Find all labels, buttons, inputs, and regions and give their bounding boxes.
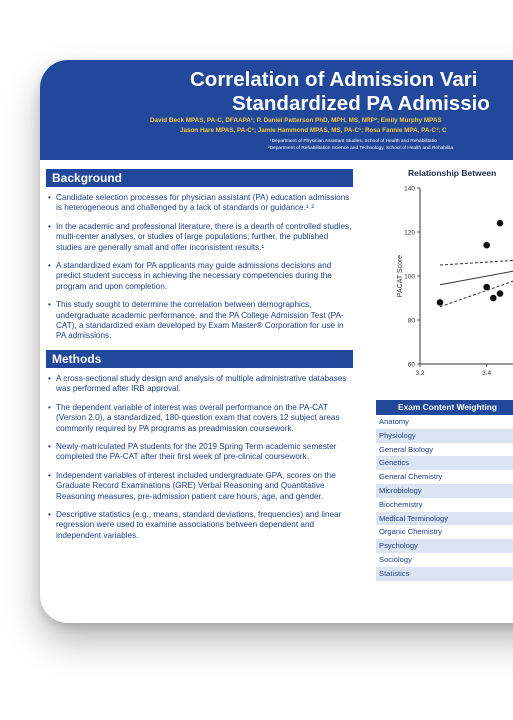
exam-content-table [376, 400, 513, 581]
exam-table-heading: Exam Content Weighting [376, 400, 513, 415]
chart-title: Relationship Between [408, 168, 497, 178]
scatter-point [497, 290, 504, 297]
x-tick-label: 3.4 [482, 370, 492, 377]
left-column [46, 169, 353, 549]
exam-table-row: General Biology [379, 444, 434, 454]
background-bullet: • Candidate selection processes for physician assistant (PA) education admissions is heterogeneous and challenged by a lack of standards or guidance.¹˒² [56, 193, 353, 214]
ci-upper-line [440, 258, 513, 265]
exam-table-row: General Chemistry [379, 472, 443, 482]
x-tick-label: 3.2 [415, 370, 425, 377]
exam-table-row: Microbiology [376, 484, 513, 498]
ci-lower-line [440, 269, 513, 306]
methods-bullet: • Independent variables of interest included undergraduate GPA, scores on the Graduate Record Examinations (GRE) Verbal Reasoning and Quantitative Reasoning measures, pre-admission patient care hours, age, and gender. [56, 471, 353, 502]
authors-line-1: David Beck MPAS, PA-C, DFAAPA¹; P. Daniel Patterson PhD, MPH, MS, NRP²; Emily Murphy MPAS [150, 117, 442, 124]
affiliations [270, 138, 513, 152]
scatter-point [483, 242, 490, 249]
methods-heading: Methods [46, 350, 353, 368]
scatter-point [490, 295, 497, 302]
exam-table-row: Physiology [376, 429, 513, 443]
y-tick-label: 60 [407, 361, 415, 369]
background-bullet: • In the academic and professional literature, there is a dearth of controlled studies, multi-center analyses, or studies of large populations; further, the published studies are generally small and offer inconsistent results.¹ [56, 222, 353, 253]
y-tick-label: 100 [404, 273, 415, 281]
exam-table-row: Medical Terminology [376, 512, 513, 526]
authors-line-2: Jason Hare MPAS, PA-C¹; Jamie Hammond MPAS, MS, PA-C¹; Rosa Fannie MPA, PA-C¹; C [180, 126, 447, 134]
exam-table-row: Organic Chemistry [379, 527, 442, 537]
y-tick-label: 120 [404, 229, 415, 237]
methods-bullets [46, 374, 353, 541]
y-tick-label: 80 [407, 317, 415, 325]
scatter-chart-svg [370, 164, 513, 384]
y-tick-label: 140 [404, 185, 415, 193]
methods-bullet: • The dependent variable of interest was overall performance on the PA-CAT (Version 2.0), a standardized, 180-question exam that covers 12 subject areas commonly required by PA programs as preadmission coursework. [56, 403, 353, 434]
background-bullet: • A standardized exam for PA applicants may guide admissions decisions and predict student success in achieving the necessary competencies during the program and upon completion. [56, 261, 353, 292]
background-heading: Background [46, 169, 353, 187]
methods-bullet: • Descriptive statistics (e.g., means, standard deviations, frequencies) and linear regression were used to examine associations between dependent and independent variables. [56, 510, 353, 541]
background-bullets [46, 193, 353, 342]
poster-title [190, 68, 513, 116]
exam-table-row: Biochemistry [379, 499, 423, 509]
exam-table-row: Sociology [379, 554, 412, 564]
methods-bullet: • Newly-matriculated PA students for the 2019 Spring Term academic semester completed the PA-CAT after their first week of pre-clinical coursework. [56, 442, 353, 463]
background-bullet: • This study sought to determine the correlation between demographics, undergraduate academic performance, and the PA College Admission Test (PA-CAT), a standardized exam developed by Exam Master® Corporation for use in PA admissions. [56, 300, 353, 342]
y-axis-label: PACAT Score [397, 254, 404, 298]
affiliation-line-2: ²Department of Rehabilitation Science and Technology, School of Health and Rehabilita [268, 146, 454, 151]
methods-bullet: • A cross-sectional study design and analysis of multiple administrative databases was performed after IRB approval. [56, 374, 353, 395]
author-list [150, 116, 513, 135]
scatter-point [497, 220, 504, 227]
exam-table-row: Anatomy [379, 417, 409, 426]
exam-table-row: Psychology [376, 539, 513, 553]
affiliation-line-1: ¹Department of Physician Assistant Studies, School of Health and Rehabilitatio [270, 139, 437, 144]
poster-card [40, 60, 513, 623]
exam-table-row: Genetics [376, 456, 513, 470]
poster-header [40, 60, 513, 160]
scatter-chart [370, 164, 513, 384]
scatter-point [483, 284, 490, 291]
title-line-1: Correlation of Admission Vari [190, 68, 478, 91]
title-line-2: Standardized PA Admissio [232, 92, 490, 115]
exam-table-row: Statistics [376, 567, 513, 581]
scatter-point [437, 299, 444, 306]
regression-line [440, 265, 513, 285]
